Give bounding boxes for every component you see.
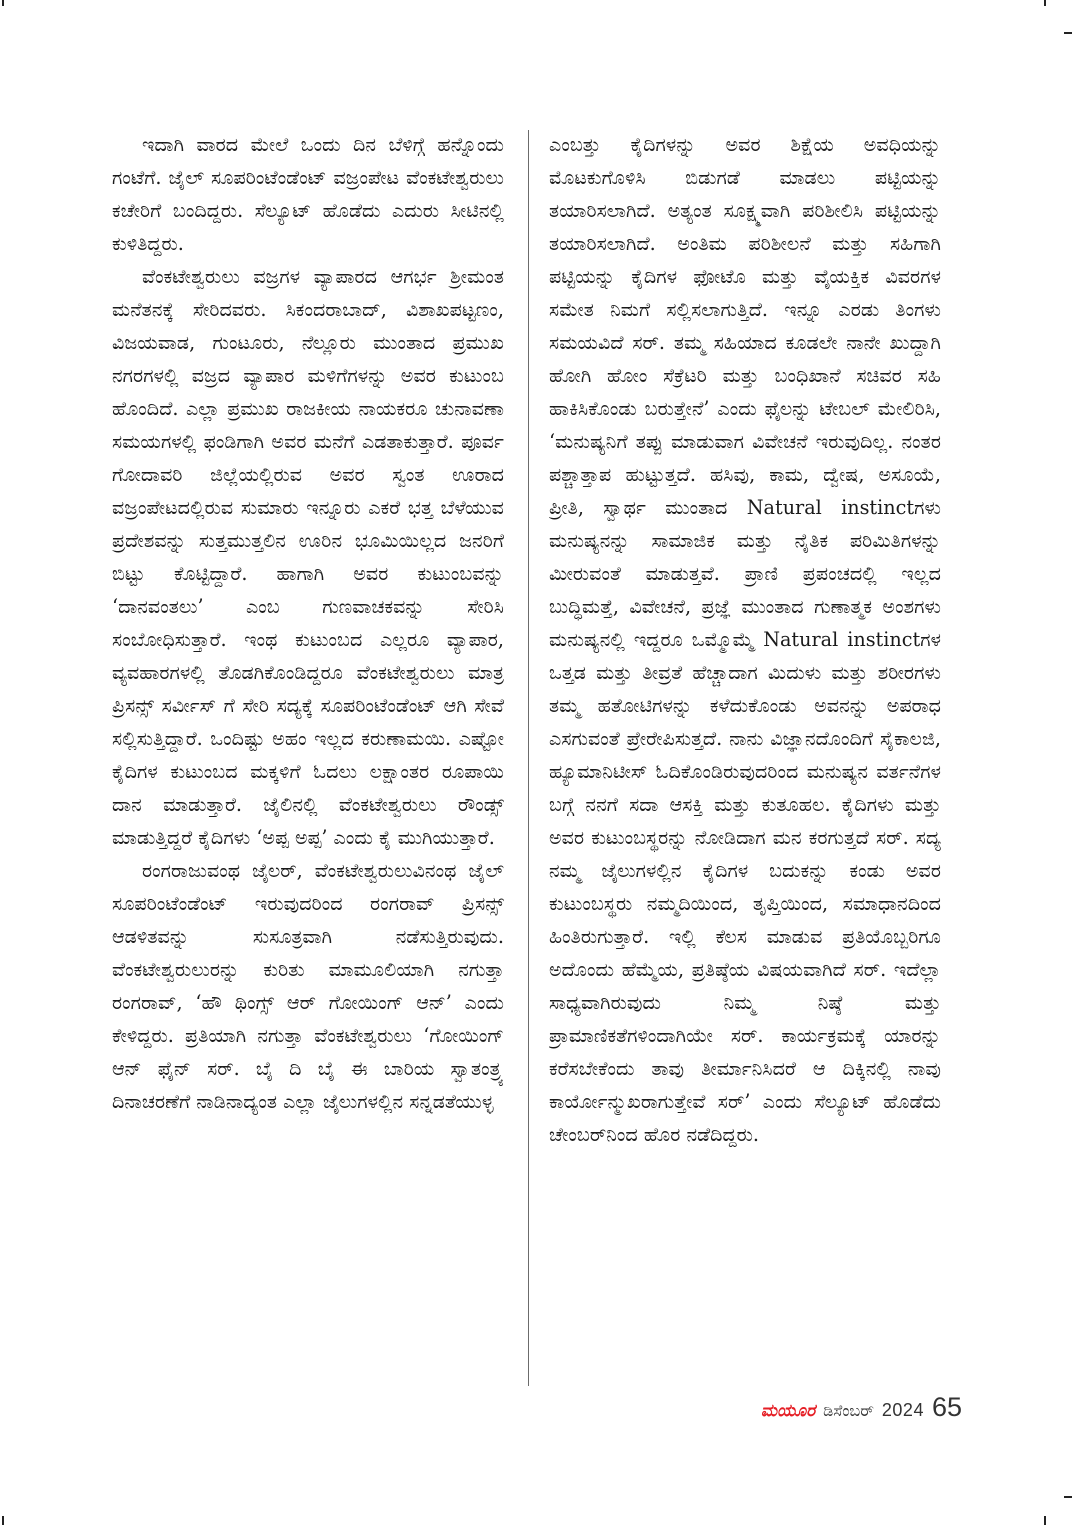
crop-mark (1064, 32, 1072, 34)
page-number: 65 (931, 1392, 962, 1422)
crop-mark (1064, 1496, 1072, 1498)
crop-mark (2, 0, 4, 6)
crop-mark (1044, 1516, 1046, 1525)
left-column (112, 128, 504, 1390)
paragraph: ರಂಗರಾಜುವಂಥ ಜೈಲರ್, ವೆಂಕಟೇಶ್ವರುಲುವಿನಂಥ ಜೈಲ್ ಸೂಪರಿಂಟೆಂಡೆಂಟ್ ಇರುವುದರಿಂದ ರಂಗರಾವ್ ಪ್ರಿಸನ್ಸ್ ಆಡಳಿತವನ್ನು ಸುಸೂತ್ರವಾಗಿ ನಡೆಸುತ್ತಿರುವುದು. ವೆಂಕಟೇಶ್ವರುಲುರನ್ನು ಕುರಿತು ಮಾಮೂಲಿಯಾಗಿ ನಗುತ್ತಾ ರಂಗರಾವ್, ‘ಹೌ ಥಿಂಗ್ಸ್ ಆರ್ ಗೋಯಿಂಗ್ ಆನ್’ ಎಂದು ಕೇಳಿದ್ದರು. ಪ್ರತಿಯಾಗಿ ನಗುತ್ತಾ ವೆಂಕಟೇಶ್ವರುಲು ‘ಗೋಯಿಂಗ್ ಆನ್ ಫೈನ್ ಸರ್. ಬೈ ದಿ ಬೈ ಈ ಬಾರಿಯ ಸ್ವಾತಂತ್ರ್ಯ ದಿನಾಚರಣೆಗೆ ನಾಡಿನಾದ್ಯಂತ ಎಲ್ಲಾ ಜೈಲುಗಳಲ್ಲಿನ ಸನ್ನಡತೆಯುಳ್ಳ (112, 859, 504, 1113)
issue-month: ಡಿಸೆಂಬರ್ (823, 1401, 874, 1420)
issue-year: 2024 (881, 1400, 924, 1420)
paragraph: ಇದಾಗಿ ವಾರದ ಮೇಲೆ ಒಂದು ದಿನ ಬೆಳಿಗ್ಗೆ ಹನ್ನೊಂದು ಗಂಟೆಗೆ. ಜೈಲ್ ಸೂಪರಿಂಟೆಂಡೆಂಟ್ ವಜ್ರಂಪೇಟ ವೆಂಕಟೇಶ್ವರುಲು ಕಚೇರಿಗೆ ಬಂದಿದ್ದರು. ಸೆಲ್ಯೂಟ್ ಹೊಡೆದು ಎದುರು ಸೀಟಿನಲ್ಲಿ ಕುಳಿತಿದ್ದರು. (112, 133, 504, 255)
column-divider (528, 130, 529, 1386)
magazine-logo: ಮಯೂರ (760, 1401, 816, 1421)
crop-mark (1044, 0, 1046, 6)
right-column (549, 128, 941, 1390)
paragraph: ವೆಂಕಟೇಶ್ವರುಲು ವಜ್ರಗಳ ವ್ಯಾಪಾರದ ಆಗರ್ಭ ಶ್ರೀಮಂತ ಮನೆತನಕ್ಕೆ ಸೇರಿದವರು. ಸಿಕಂದರಾಬಾದ್, ವಿಶಾಖಪಟ್ಟಣಂ, ವಿಜಯವಾಡ, ಗುಂಟೂರು, ನೆಲ್ಲೂರು ಮುಂತಾದ ಪ್ರಮುಖ ನಗರಗಳಲ್ಲಿ ವಜ್ರದ ವ್ಯಾಪಾರ ಮಳಿಗೆಗಳನ್ನು ಅವರ ಕುಟುಂಬ ಹೊಂದಿದೆ. ಎಲ್ಲಾ ಪ್ರಮುಖ ರಾಜಕೀಯ ನಾಯಕರೂ ಚುನಾವಣಾ ಸಮಯಗಳಲ್ಲಿ ಫಂಡಿಗಾಗಿ ಅವರ ಮನೆಗೆ ಎಡತಾಕುತ್ತಾರೆ. ಪೂರ್ವ ಗೋದಾವರಿ ಜಿಲ್ಲೆಯಲ್ಲಿರುವ ಅವರ ಸ್ವಂತ ಊರಾದ ವಜ್ರಂಪೇಟದಲ್ಲಿರುವ ಸುಮಾರು ಇನ್ನೂರು ಎಕರೆ ಭತ್ತ ಬೆಳೆಯುವ ಪ್ರದೇಶವನ್ನು ಸುತ್ತಮುತ್ತಲಿನ ಊರಿನ ಭೂಮಿಯಿಲ್ಲದ ಜನರಿಗೆ ಬಿಟ್ಟು ಕೊಟ್ಟಿದ್ದಾರೆ. ಹಾಗಾಗಿ ಅವರ ಕುಟುಂಬವನ್ನು ‘ದಾನವಂತಲು’ ಎಂಬ ಗುಣವಾಚಕವನ್ನು ಸೇರಿಸಿ ಸಂಬೋಧಿಸುತ್ತಾರೆ. ಇಂಥ ಕುಟುಂಬದ ಎಲ್ಲರೂ ವ್ಯಾಪಾರ, ವ್ಯವಹಾರಗಳಲ್ಲಿ ತೊಡಗಿಕೊಂಡಿದ್ದರೂ ವೆಂಕಟೇಶ್ವರುಲು ಮಾತ್ರ ಪ್ರಿಸನ್ಸ್ ಸರ್ವೀಸ್ ಗೆ ಸೇರಿ ಸದ್ಯಕ್ಕೆ ಸೂಪರಿಂಟೆಂಡೆಂಟ್ ಆಗಿ ಸೇವೆ ಸಲ್ಲಿಸುತ್ತಿದ್ದಾರೆ. ಒಂದಿಷ್ಟು ಅಹಂ ಇಲ್ಲದ ಕರುಣಾಮಯಿ. ಎಷ್ಟೋ ಕೈದಿಗಳ ಕುಟುಂಬದ ಮಕ್ಕಳಿಗೆ ಓದಲು ಲಕ್ಷಾಂತರ ರೂಪಾಯಿ ದಾನ ಮಾಡುತ್ತಾರೆ. ಜೈಲಿನಲ್ಲಿ ವೆಂಕಟೇಶ್ವರುಲು ರೌಂಡ್ಸ್ ಮಾಡುತ್ತಿದ್ದರೆ ಕೈದಿಗಳು ‘ಅಪ್ಪ ಅಪ್ಪ’ ಎಂದು ಕೈ ಮುಗಿಯುತ್ತಾರೆ. (112, 265, 504, 849)
page-footer (761, 1392, 962, 1428)
crop-mark (2, 1516, 4, 1525)
article-body (112, 128, 964, 1390)
paragraph: ಎಂಬತ್ತು ಕೈದಿಗಳನ್ನು ಅವರ ಶಿಕ್ಷೆಯ ಅವಧಿಯನ್ನು ಮೊಟಕುಗೊಳಿಸಿ ಬಿಡುಗಡೆ ಮಾಡಲು ಪಟ್ಟಿಯನ್ನು ತಯಾರಿಸಲಾಗಿದೆ. ಅತ್ಯಂತ ಸೂಕ್ಷ್ಮವಾಗಿ ಪರಿಶೀಲಿಸಿ ಪಟ್ಟಿಯನ್ನು ತಯಾರಿಸಲಾಗಿದೆ. ಅಂತಿಮ ಪರಿಶೀಲನೆ ಮತ್ತು ಸಹಿಗಾಗಿ ಪಟ್ಟಿಯನ್ನು ಕೈದಿಗಳ ಫೋಟೊ ಮತ್ತು ವೈಯಕ್ತಿಕ ವಿವರಗಳ ಸಮೇತ ನಿಮಗೆ ಸಲ್ಲಿಸಲಾಗುತ್ತಿದೆ. ಇನ್ನೂ ಎರಡು ತಿಂಗಳು ಸಮಯವಿದೆ ಸರ್. ತಮ್ಮ ಸಹಿಯಾದ ಕೂಡಲೇ ನಾನೇ ಖುದ್ದಾಗಿ ಹೋಗಿ ಹೋಂ ಸೆಕ್ರೆಟರಿ ಮತ್ತು ಬಂಧಿಖಾನೆ ಸಚಿವರ ಸಹಿ ಹಾಕಿಸಿಕೊಂಡು ಬರುತ್ತೇನೆ’ ಎಂದು ಫೈಲನ್ನು ಟೇಬಲ್ ಮೇಲಿರಿಸಿ, ‘ಮನುಷ್ಯನಿಗೆ ತಪ್ಪು ಮಾಡುವಾಗ ವಿವೇಚನೆ ಇರುವುದಿಲ್ಲ. ನಂತರ ಪಶ್ಚಾತ್ತಾಪ ಹುಟ್ಟುತ್ತದೆ. ಹಸಿವು, ಕಾಮ, ದ್ವೇಷ, ಅಸೂಯೆ, ಪ್ರೀತಿ, ಸ್ವಾರ್ಥ ಮುಂತಾದ Natural instinctಗಳು ಮನುಷ್ಯನನ್ನು ಸಾಮಾಜಿಕ ಮತ್ತು ನೈತಿಕ ಪರಿಮಿತಿಗಳನ್ನು ಮೀರುವಂತೆ ಮಾಡುತ್ತವೆ. ಪ್ರಾಣಿ ಪ್ರಪಂಚದಲ್ಲಿ ಇಲ್ಲದ ಬುದ್ಧಿಮತ್ತೆ, ವಿವೇಚನೆ, ಪ್ರಜ್ಞೆ ಮುಂತಾದ ಗುಣಾತ್ಮಕ ಅಂಶಗಳು ಮನುಷ್ಯನಲ್ಲಿ ಇದ್ದರೂ ಒಮ್ಮೊಮ್ಮೆ Natural instinctಗಳ ಒತ್ತಡ ಮತ್ತು ತೀವ್ರತೆ ಹೆಚ್ಚಾದಾಗ ಮಿದುಳು ಮತ್ತು ಶರೀರಗಳು ತಮ್ಮ ಹತೋಟಿಗಳನ್ನು ಕಳೆದುಕೊಂಡು ಅವನನ್ನು ಅಪರಾಧ ಎಸಗುವಂತೆ ಪ್ರೇರೇಪಿಸುತ್ತದೆ. ನಾನು ವಿಜ್ಞಾನದೊಂದಿಗೆ ಸೈಕಾಲಜಿ, ಹ್ಯೂಮಾನಿಟೀಸ್ ಓದಿಕೊಂಡಿರುವುದರಿಂದ ಮನುಷ್ಯನ ವರ್ತನೆಗಳ ಬಗ್ಗೆ ನನಗೆ ಸದಾ ಆಸಕ್ತಿ ಮತ್ತು ಕುತೂಹಲ. ಕೈದಿಗಳು ಮತ್ತು ಅವರ ಕುಟುಂಬಸ್ಥರನ್ನು ನೋಡಿದಾಗ ಮನ ಕರಗುತ್ತದೆ ಸರ್. ಸದ್ಯ ನಮ್ಮ ಜೈಲುಗಳಲ್ಲಿನ ಕೈದಿಗಳ ಬದುಕನ್ನು ಕಂಡು ಅವರ ಕುಟುಂಬಸ್ಥರು ನಮ್ಮದಿಯಿಂದ, ತೃಪ್ತಿಯಿಂದ, ಸಮಾಧಾನದಿಂದ ಹಿಂತಿರುಗುತ್ತಾರೆ. ಇಲ್ಲಿ ಕೆಲಸ ಮಾಡುವ ಪ್ರತಿಯೊಬ್ಬರಿಗೂ ಅದೊಂದು ಹೆಮ್ಮೆಯ, ಪ್ರತಿಷ್ಠೆಯ ವಿಷಯವಾಗಿದೆ ಸರ್. ಇದೆಲ್ಲಾ ಸಾಧ್ಯವಾಗಿರುವುದು ನಿಮ್ಮ ನಿಷ್ಠೆ ಮತ್ತು ಪ್ರಾಮಾಣಿಕತೆಗಳಿಂದಾಗಿಯೇ ಸರ್. ಕಾರ್ಯಕ್ರಮಕ್ಕೆ ಯಾರನ್ನು ಕರೆಸಬೇಕೆಂದು ತಾವು ತೀರ್ಮಾನಿಸಿದರೆ ಆ ದಿಕ್ಕಿನಲ್ಲಿ ನಾವು ಕಾರ್ಯೋನ್ಮುಖರಾಗುತ್ತೇವೆ ಸರ್’ ಎಂದು ಸೆಲ್ಯೂಟ್ ಹೊಡೆದು ಚೇಂಬರ್‌ನಿಂದ ಹೊರ ನಡೆದಿದ್ದರು. (549, 133, 941, 1146)
